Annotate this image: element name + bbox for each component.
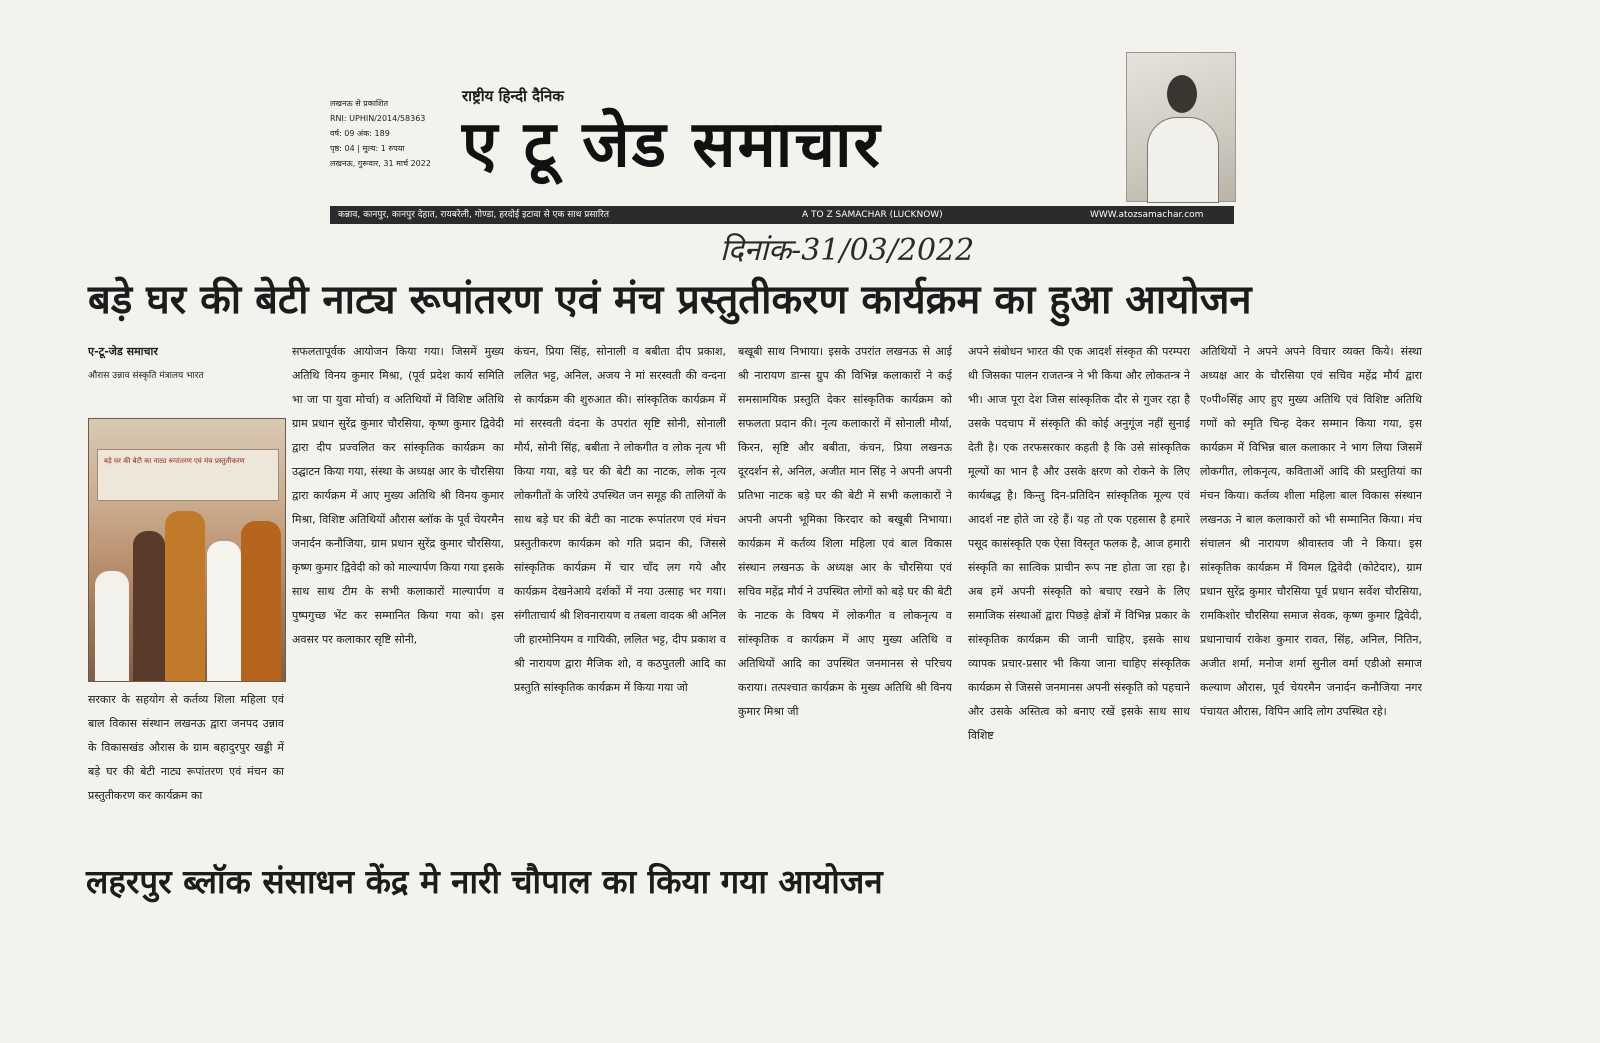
column-6: अतिथियों ने अपने अपने विचार व्यक्त किये। संस्था अध्यक्ष आर के चौरसिया एवं सचिव महेंद्र मौर्य द्वारा ए०पी०सिंह आए हुए मुख्य अतिथि एवं विशिष्ट अतिथि गणों को स्मृति चिन्ह देकर सम्मान किया गया, इस कार्यक्रम में विभिन्न बाल कलाकार ने भाग लिया जिसमें लोकगीत, लोकनृत्य, कविताओं आदि की प्रस्तुतियां का मंचन किया। कर्तव्य शीला महिला बाल विकास संस्थान लखनऊ ने बाल कलाकारों को भी सम्मानित किया। मंच संचालन श्री नारायण श्रीवास्तव जी ने किया। इस सांस्कृतिक कार्यक्रम में विमल द्विवेदी (कोटेदार), ग्राम प्रधान सुरेंद्र कुमार चौरसिया पूर्व प्रधान सर्वेश चौरसिया, रामकिशोर चौरसिया समाज सेवक, कृष्ण कुमार द्विवेदी, प्रधानाचार्य राकेश कुमार रावत, सिंह, अनिल, नितिन, अजीत शर्मा, मनोज शर्मा सुनील वर्मा एडीओ समाज कल्याण औरास, पूर्व चेयरमैन जनार्दन कनौजिया नगर पंचायत औरास, विपिन आदि लोग उपस्थित रहे।	[1200, 345, 1422, 718]
dateline: लखनऊ, गुरूवार, 31 मार्च 2022	[330, 159, 431, 168]
english-name: A TO Z SAMACHAR (LUCKNOW)	[802, 210, 943, 220]
column-1-bottom: सरकार के सहयोग से कर्तव्य शिला महिला एवं बाल विकास संस्थान लखनऊ द्वारा जनपद उन्नाव के विकासखंड औरास के ग्राम बहादुरपुर खड्डी में बड़े घर की बेटी नाट्य रूपांतरण एवं मंचन का प्रस्तुतीकरण कर कार्यक्रम का	[88, 693, 284, 802]
masthead-info	[330, 96, 470, 171]
photo-banner	[97, 449, 279, 501]
event-photo	[88, 418, 286, 682]
column-4: बखूबी साथ निभाया। इसके उपरांत लखनऊ से आई श्री नारायण डान्स ग्रुप की विभिन्न कलाकारों ने कई समसामयिक प्रस्तुति देकर सांस्कृतिक कार्यक्रम को सफलता प्रदान की। नृत्य कलाकारों में सोनाली मौर्या, किरन, सृष्टि और बबीता, कंचन, प्रिया लखनऊ दूरदर्शन से, अनिल, अजीत मान सिंह ने अपनी अपनी प्रतिभा नाटक बड़े घर की बेटी में सभी कलाकारों ने अपनी अपनी भूमिका किरदार को बखूबी निभाया। कार्यक्रम में कर्तव्य शिला महिला एवं बाल विकास संस्थान लखनऊ के अध्यक्ष आर के चौरसिया एवं सचिव महेंद्र मौर्य ने उपस्थित लोगों को बड़े घर की बेटी के नाटक के विषय में लोकगीत व लोकनृत्य व सांस्कृतिक व कार्यक्रम में आए मुख्य अतिथि व अतिथियों आदि का उपस्थित जनमानस से परिचय कराया। तत्पश्चात कार्यक्रम के मुख्य अतिथि श्री विनय कुमार मिश्रा जी	[738, 345, 952, 718]
handwritten-date: दिनांक-31/03/2022	[720, 233, 975, 268]
photo-banner-text: बड़े घर की बेटी का नाट्य रूपांतरण एवं मंच प्रस्तुतीकरण	[104, 457, 245, 465]
masthead-portrait	[1126, 52, 1236, 202]
year-issue: वर्ष: 09 अंक: 189	[330, 129, 390, 138]
edition-band	[330, 206, 1234, 224]
rni-number: RNI: UPHIN/2014/58363	[330, 114, 426, 123]
column-1-top	[88, 340, 284, 418]
editions-list: कन्नाव, कानपुर, कानपुर देहात, रायबरेली, गोण्डा, हरदोई इटावा से एक साथ प्रसारित	[338, 210, 609, 220]
portrait-head	[1167, 75, 1197, 113]
column-3: कंचन, प्रिया सिंह, सोनाली व बबीता दीप प्रकाश, ललित भट्ट, अनिल, अजय ने मां सरस्वती की वन्दना से कार्यक्रम की शुरुआत की। सांस्कृतिक कार्यक्रम में मां सरस्वती वंदना के उपरांत सृष्टि सोनी, सोनाली मौर्य, सोनी सिंह, बबीता ने लोकगीत व लोक नृत्य भी किया गया, बड़े घर की बेटी का नाटक, लोक नृत्य लोकगीतों के जरिये उपस्थित जन समूह की तालियों के साथ बड़े घर की बेटी का नाटक रूपांतरण एवं मंचन प्रस्तुतीकरण कार्यक्रम को गति प्रदान की, जिससे सांस्कृतिक कार्यक्रम में चार चाँद लग गये और कार्यक्रम देखनेआये दर्शकों में नया उत्साह भर गया। संगीताचार्य श्री शिवनारायण व तबला वादक श्री अनिल जी हारमोनियम व गायिकी, ललित भट्ट, दीप प्रकाश व श्री नारायण द्वारा मैजिक शो, व कठपुतली आदि का प्रस्तुति सांस्कृतिक कार्यक्रम में किया गया जो	[514, 345, 726, 694]
published-from: लखनऊ से प्रकाशित	[330, 99, 389, 108]
main-headline: बड़े घर की बेटी नाट्य रूपांतरण एवं मंच प्रस्तुतीकरण कार्यक्रम का हुआ आयोजन	[88, 277, 1252, 323]
column-2: सफलतापूर्वक आयोजन किया गया। जिसमें मुख्य अतिथि विनय कुमार मिश्रा, (पूर्व प्रदेश कार्य समिति भा जा पा युवा मोर्चा) व अतिथियों में विशिष्ट अतिथि ग्राम प्रधान सुरेंद्र कुमार चौरसिया, कृष्ण कुमार द्विवेदी द्वारा दीप प्रज्वलित कर सांस्कृतिक कार्यक्रम का उद्घाटन किया गया, संस्था के अध्यक्ष आर के चौरसिया द्वारा कार्यक्रम में आए मुख्य अतिथि श्री विनय कुमार मिश्रा, विशिष्ट अतिथियों औरास ब्लॉक के पूर्व चेयरमैन जनार्दन कनौजिया, ग्राम प्रधान सुरेंद्र कुमार चौरसिया, कृष्ण कुमार द्विवेदी को को माल्यार्पण किया गया इसके साथ साथ टीम के सभी कलाकारों माल्यार्पण व पुष्पगुच्छ भेंट कर सम्मानित किया गया को। इस अवसर पर कलाकार सृष्टि सोनी,	[292, 345, 504, 646]
website: WWW.atozsamachar.com	[1090, 210, 1204, 220]
tagline: राष्ट्रीय हिन्दी दैनिक	[462, 87, 564, 105]
byline-sub: औरास उन्नाव संस्कृति मंत्रालय भारत	[88, 371, 204, 381]
sub-headline: लहरपुर ब्लॉक संसाधन केंद्र मे नारी चौपाल का किया गया आयोजन	[86, 862, 883, 901]
column-5: अपने संबोधन भारत की एक आदर्श संस्कृत की परम्परा थी जिसका पालन राजतन्त्र ने भी किया और लोकतन्त्र ने भी। आज पूरा देश जिस सांस्कृतिक दौर से गुजर रहा है उसके पदचाप में संस्कृति की कोई अनुगूंज नहीं सुनाई देती है। एक तरफसरकार कहती है कि उसे सांस्कृतिक मूल्यों का भान है और उसके क्षरण को रोकने के लिए कार्यबद्ध है। किन्तु दिन-प्रतिदिन सांस्कृतिक मूल्य एवं आदर्श नष्ट होते जा रहे हैं। यह तो एक एहसास है हमारे पसूद कासंस्कृति एक ऐसा विस्तृत फलक है, आज हमारी संस्कृति का सात्विक प्राचीन रूप नष्ट होता जा रहा है। अब हमें अपनी संस्कृति को बचाए रखने के लिए समाजिक संस्थाओं द्वारा पिछड़े क्षेत्रों में विभिन्न प्रकार के सांस्कृतिक कार्यक्रम की जानी चाहिए, इसके साथ व्यापक प्रचार-प्रसार भी किया जाना चाहिए संस्कृतिक कार्यक्रम से जिससे जनमानस अपनी संस्कृति को पहचाने और उसके अस्तित्व को बनाए रखें इसके साथ साथ विशिष्ट	[968, 345, 1190, 742]
newspaper-title: ए टू जेड समाचार	[462, 108, 882, 182]
portrait-body	[1147, 117, 1219, 203]
byline: ए-टू-जेड समाचार	[88, 345, 158, 358]
pages-price: पृष्ठ: 04 | मूल्य: 1 रुपया	[330, 144, 405, 153]
